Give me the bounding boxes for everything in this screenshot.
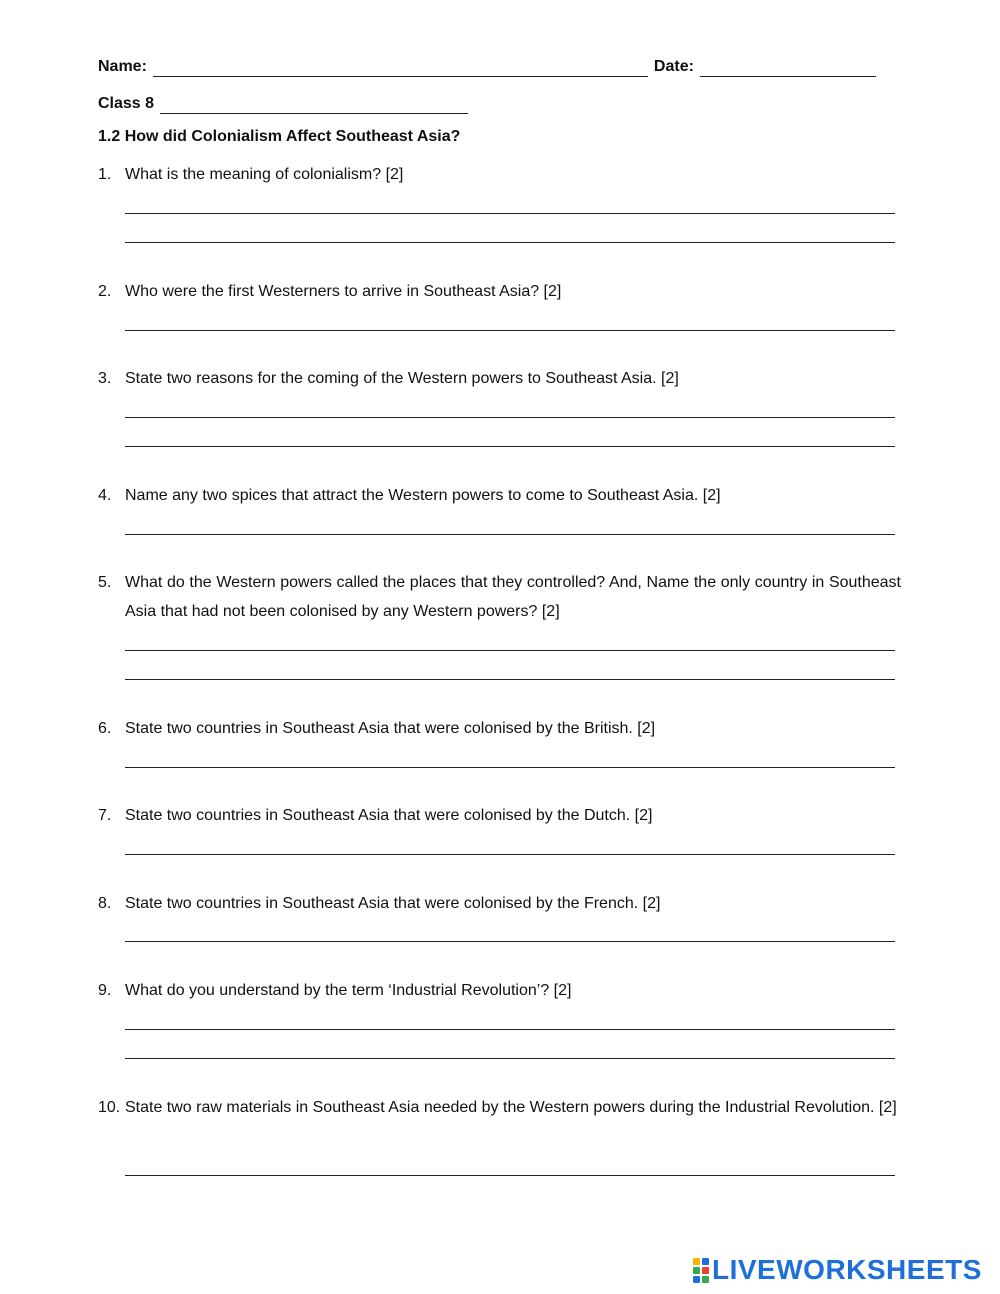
question-number: 7. (98, 807, 112, 824)
answer-line-5a[interactable] (125, 630, 895, 651)
answer-line-1a[interactable] (125, 193, 895, 214)
question-2 (98, 277, 901, 306)
class-row (98, 94, 468, 114)
question-number: 9. (98, 982, 112, 999)
name-date-row (98, 57, 876, 77)
answer-line-6a[interactable] (125, 747, 895, 768)
question-text: What do you understand by the term ‘Industrial Revolution’? [2] (125, 982, 572, 999)
question-number: 6. (98, 720, 112, 737)
question-text: Who were the first Westerners to arrive in Southeast Asia? [2] (125, 283, 562, 300)
question-number: 3. (98, 370, 112, 387)
question-number: 10. (98, 1099, 121, 1116)
name-input[interactable] (153, 60, 648, 77)
question-4 (98, 481, 901, 510)
class-label: Class 8 (98, 95, 155, 112)
question-number: 1. (98, 166, 112, 183)
date-input[interactable] (700, 60, 876, 77)
answer-line-3a[interactable] (125, 397, 895, 418)
question-text: State two raw materials in Southeast Asia needed by the Western powers during the Industrial Revolution. [2] (125, 1099, 897, 1116)
liveworksheets-logo (693, 1255, 982, 1285)
date-label: Date: (653, 58, 694, 75)
answer-line-1b[interactable] (125, 222, 895, 243)
class-input[interactable] (160, 97, 468, 114)
question-7 (98, 801, 901, 830)
question-text: What is the meaning of colonialism? [2] (125, 166, 404, 183)
question-text: What do the Western powers called the places that they controlled? And, Name the only country in Southeast Asia that had not been colonised by any Western powers? [2] (125, 574, 901, 620)
answer-line-5b[interactable] (125, 659, 895, 680)
question-text: State two reasons for the coming of the Western powers to Southeast Asia. [2] (125, 370, 679, 387)
question-number: 5. (98, 574, 112, 591)
section-title: 1.2 How did Colonialism Affect Southeast Asia? (98, 128, 461, 145)
question-text: State two countries in Southeast Asia that were colonised by the French. [2] (125, 895, 661, 912)
answer-line-9b[interactable] (125, 1038, 895, 1059)
question-3 (98, 364, 901, 393)
question-10 (98, 1093, 901, 1122)
answer-line-3b[interactable] (125, 426, 895, 447)
name-label: Name: (98, 58, 147, 75)
answer-line-10a[interactable] (125, 1155, 895, 1176)
answer-line-4a[interactable] (125, 514, 895, 535)
question-text: State two countries in Southeast Asia that were colonised by the Dutch. [2] (125, 807, 653, 824)
question-9 (98, 976, 901, 1005)
question-number: 2. (98, 283, 112, 300)
question-5 (98, 568, 901, 626)
answer-line-7a[interactable] (125, 834, 895, 855)
answer-line-2a[interactable] (125, 310, 895, 331)
answer-line-8a[interactable] (125, 921, 895, 942)
question-number: 4. (98, 487, 112, 504)
question-8 (98, 889, 901, 918)
logo-text: LIVEWORKSHEETS (712, 1254, 982, 1285)
question-6 (98, 714, 901, 743)
answer-line-9a[interactable] (125, 1009, 895, 1030)
question-text: State two countries in Southeast Asia that were colonised by the British. [2] (125, 720, 656, 737)
question-1 (98, 160, 901, 189)
question-number: 8. (98, 895, 112, 912)
logo-icon (693, 1258, 709, 1282)
question-text: Name any two spices that attract the Western powers to come to Southeast Asia. [2] (125, 487, 721, 504)
